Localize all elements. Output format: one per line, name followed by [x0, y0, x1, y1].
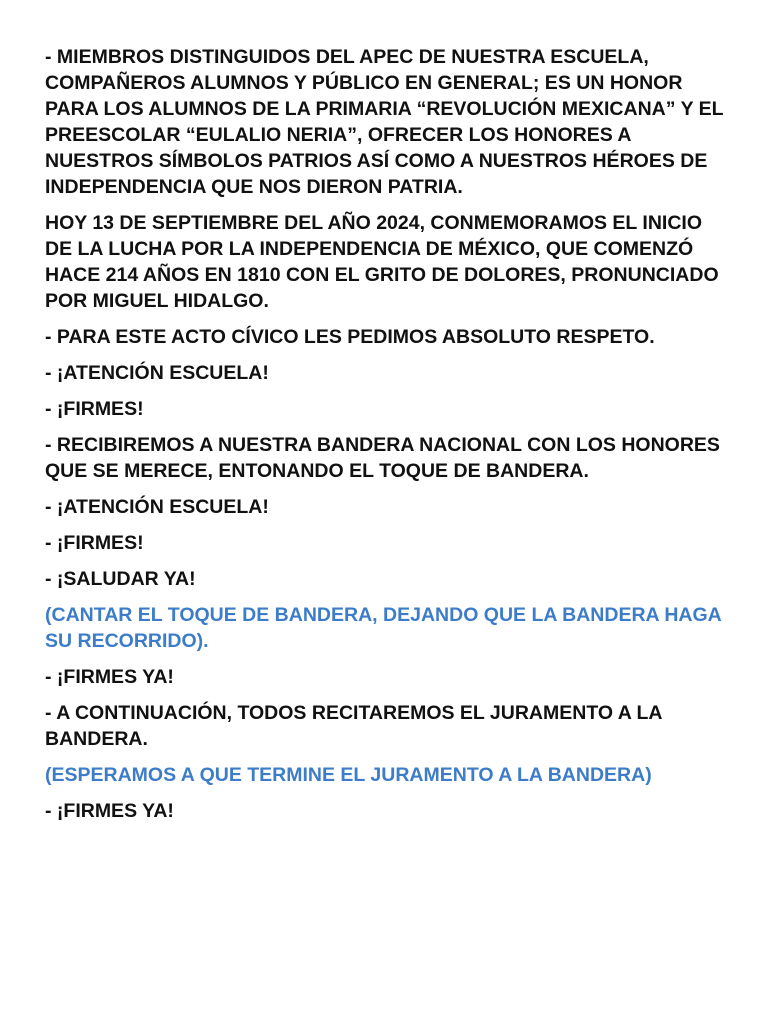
paragraph-firmes-1: - ¡FIRMES! [45, 398, 144, 420]
paragraph-attention-1: - ¡ATENCIÓN ESCUELA! [45, 362, 269, 384]
paragraph-welcome: - MIEMBROS DISTINGUIDOS DEL APEC DE NUESTRA ESCUELA, COMPAÑEROS ALUMNOS Y PÚBLICO EN GENERAL; ES UN HONOR PARA LOS ALUMNOS DE LA PRIMARIA “REVOLUCIÓN MEXICANA” Y EL PREESCOLAR “EULALIO NERIA”, OFRECER LOS HONORES A NUESTROS SÍMBOLOS PATRIOS ASÍ COMO A NUESTROS HÉROES DE INDEPENDENCIA QUE NOS DIERON PATRIA. [45, 46, 724, 198]
paragraph-commemoration: HOY 13 DE SEPTIEMBRE DEL AÑO 2024, CONMEMORAMOS EL INICIO DE LA LUCHA POR LA INDEPENDENCIA DE MÉXICO, QUE COMENZÓ HACE 214 AÑOS EN 1810 CON EL GRITO DE DOLORES, PRONUNCIADO POR MIGUEL HIDALGO. [45, 212, 719, 312]
paragraph-firmes-ya-2: - ¡FIRMES YA! [45, 800, 174, 822]
note-oath-wait: (ESPERAMOS A QUE TERMINE EL JURAMENTO A LA BANDERA) [45, 764, 652, 786]
paragraph-salute: - ¡SALUDAR YA! [45, 568, 196, 590]
note-flag-march: (CANTAR EL TOQUE DE BANDERA, DEJANDO QUE LA BANDERA HAGA SU RECORRIDO). [45, 604, 722, 652]
paragraph-firmes-2: - ¡FIRMES! [45, 532, 144, 554]
paragraph-attention-2: - ¡ATENCIÓN ESCUELA! [45, 496, 269, 518]
paragraph-oath: - A CONTINUACIÓN, TODOS RECITAREMOS EL JURAMENTO A LA BANDERA. [45, 702, 662, 750]
paragraph-receive-flag: - RECIBIREMOS A NUESTRA BANDERA NACIONAL CON LOS HONORES QUE SE MERECE, ENTONANDO EL TOQUE DE BANDERA. [45, 434, 720, 482]
paragraph-respect: - PARA ESTE ACTO CÍVICO LES PEDIMOS ABSOLUTO RESPETO. [45, 326, 655, 348]
paragraph-firmes-ya-1: - ¡FIRMES YA! [45, 666, 174, 688]
